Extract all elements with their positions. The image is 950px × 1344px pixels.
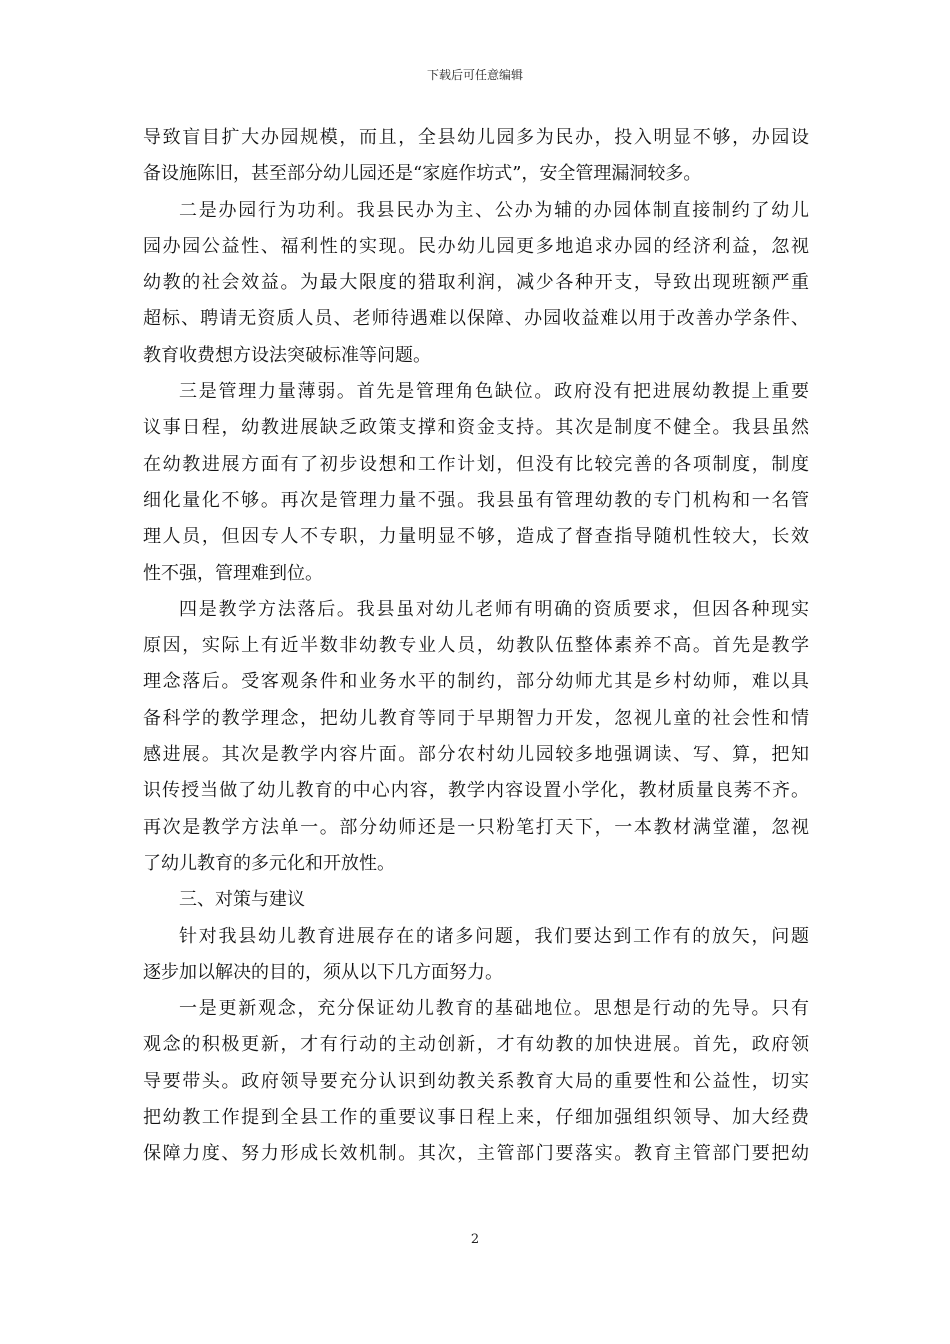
- text-line: 二是办园行为功利。我县民办为主、公办为辅的办园体制直接制约了幼儿: [179, 199, 809, 221]
- text-line: 感进展。其次是教学内容片面。部分农村幼儿园较多地强调读、写、算，把知: [143, 744, 809, 766]
- text-line: 把幼教工作提到全县工作的重要议事日程上来，仔细加强组织领导、加大经费: [143, 1107, 809, 1129]
- text-line: 幼教的社会效益。为最大限度的猎取利润，减少各种开支，导致出现班额严重: [143, 272, 809, 294]
- text-line: 观念的积极更新，才有行动的主动创新，才有幼教的加快进展。首先，政府领: [143, 1034, 809, 1056]
- text-line: 性不强，管理难到位。: [143, 562, 323, 584]
- text-line: 原因，实际上有近半数非幼教专业人员，幼教队伍整体素养不高。首先是教学: [143, 635, 809, 657]
- text-line: 逐步加以解决的目的，须从以下几方面努力。: [143, 961, 503, 983]
- page-number: 2: [470, 1232, 480, 1247]
- text-line: 备科学的教学理念，把幼儿教育等同于早期智力开发，忽视儿童的社会性和情: [143, 707, 809, 729]
- text-line: 议事日程，幼教进展缺乏政策支撑和资金支持。其次是制度不健全。我县虽然: [143, 417, 809, 439]
- text-line: 导要带头。政府领导要充分认识到幼教关系教育大局的重要性和公益性，切实: [143, 1070, 809, 1092]
- text-line: 细化量化不够。再次是管理力量不强。我县虽有管理幼教的专门机构和一名管: [143, 489, 809, 511]
- text-line: 导致盲目扩大办园规模，而且，全县幼儿园多为民办，投入明显不够，办园设: [143, 127, 809, 148]
- text-line: 再次是教学方法单一。部分幼师还是一只粉笔打天下，一本教材满堂灌，忽视: [143, 816, 809, 838]
- text-line: 教育收费想方设法突破标准等问题。: [143, 344, 431, 366]
- document-body: [143, 120, 809, 1173]
- text-line: 超标、聘请无资质人员、老师待遇难以保障、办园收益难以用于改善办学条件、: [143, 308, 809, 330]
- text-line: 理念落后。受客观条件和业务水平的制约，部分幼师尤其是乡村幼师，难以具: [143, 671, 809, 693]
- text-line: 三是管理力量薄弱。首先是管理角色缺位。政府没有把进展幼教提上重要: [179, 381, 809, 403]
- text-line: 四是教学方法落后。我县虽对幼儿老师有明确的资质要求，但因各种现实: [179, 598, 809, 620]
- text-line: 备设施陈旧，甚至部分幼儿园还是“家庭作坊式”，安全管理漏洞较多。: [143, 163, 702, 185]
- text-line: 保障力度、努力形成长效机制。其次，主管部门要落实。教育主管部门要把幼: [143, 1143, 809, 1165]
- text-line: 园办园公益性、福利性的实现。民办幼儿园更多地追求办园的经济利益，忽视: [143, 235, 809, 257]
- text-line: 了幼儿教育的多元化和开放性。: [143, 852, 395, 874]
- page-header: 下载后可任意编辑: [426, 68, 523, 82]
- text-line: 三、对策与建议: [179, 889, 305, 911]
- text-line: 一是更新观念，充分保证幼儿教育的基础地位。思想是行动的先导。只有: [179, 998, 809, 1020]
- text-line: 识传授当做了幼儿教育的中心内容，教学内容设置小学化，教材质量良莠不齐。: [143, 780, 809, 802]
- text-line: 在幼教进展方面有了初步设想和工作计划，但没有比较完善的各项制度，制度: [143, 453, 809, 475]
- text-line: 理人员，但因专人不专职，力量明显不够，造成了督查指导随机性较大，长效: [143, 526, 809, 548]
- text-line: 针对我县幼儿教育进展存在的诸多问题，我们要达到工作有的放矢，问题: [179, 925, 809, 947]
